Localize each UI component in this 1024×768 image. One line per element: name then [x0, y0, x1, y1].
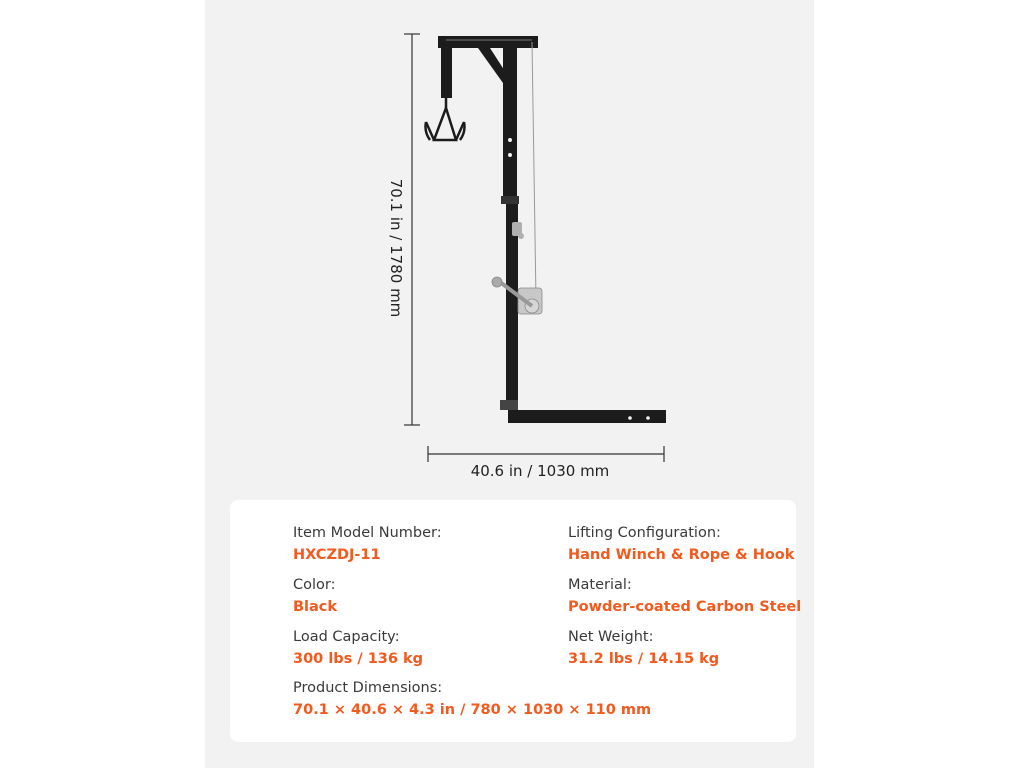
gambrel-hook	[426, 98, 465, 140]
spec-material	[568, 575, 801, 617]
specs-card	[230, 500, 802, 742]
rope	[532, 42, 536, 300]
height-dimension-line	[404, 34, 420, 425]
spec-weight	[568, 627, 719, 669]
width-dimension-label: 40.6 in / 1030 mm	[470, 462, 610, 480]
width-dimension-line	[428, 446, 664, 462]
spec-color	[293, 575, 337, 617]
mast-holes	[508, 138, 650, 420]
spec-lifting	[568, 523, 794, 565]
spec-lifting-value: Hand Winch & Rope & Hook	[568, 547, 795, 563]
spec-material-value: Powder-coated Carbon Steel	[568, 599, 802, 615]
spec-color-label: Color:	[293, 577, 336, 593]
spec-model-value: HXCZDJ-11	[293, 547, 381, 563]
hitch-hoist-illustration	[438, 36, 666, 423]
spec-model-label: Item Model Number:	[293, 525, 442, 541]
spec-lifting-label: Lifting Configuration:	[568, 525, 721, 541]
spec-load-value: 300 lbs / 136 kg	[293, 651, 424, 667]
spec-load-label: Load Capacity:	[293, 629, 400, 645]
spec-dimensions-value: 70.1 × 40.6 × 4.3 in / 780 × 1030 × 110 mm	[293, 702, 652, 718]
spec-color-value: Black	[293, 599, 338, 615]
spec-dimensions-label: Product Dimensions:	[293, 680, 443, 696]
height-dimension-label: 70.1 in / 1780 mm	[387, 178, 405, 318]
spec-material-label: Material:	[568, 577, 632, 593]
spec-model	[293, 523, 442, 565]
spec-weight-label: Net Weight:	[568, 629, 654, 645]
spec-weight-value: 31.2 lbs / 14.15 kg	[568, 651, 720, 667]
spec-dimensions	[293, 678, 651, 720]
spec-load	[293, 627, 423, 669]
